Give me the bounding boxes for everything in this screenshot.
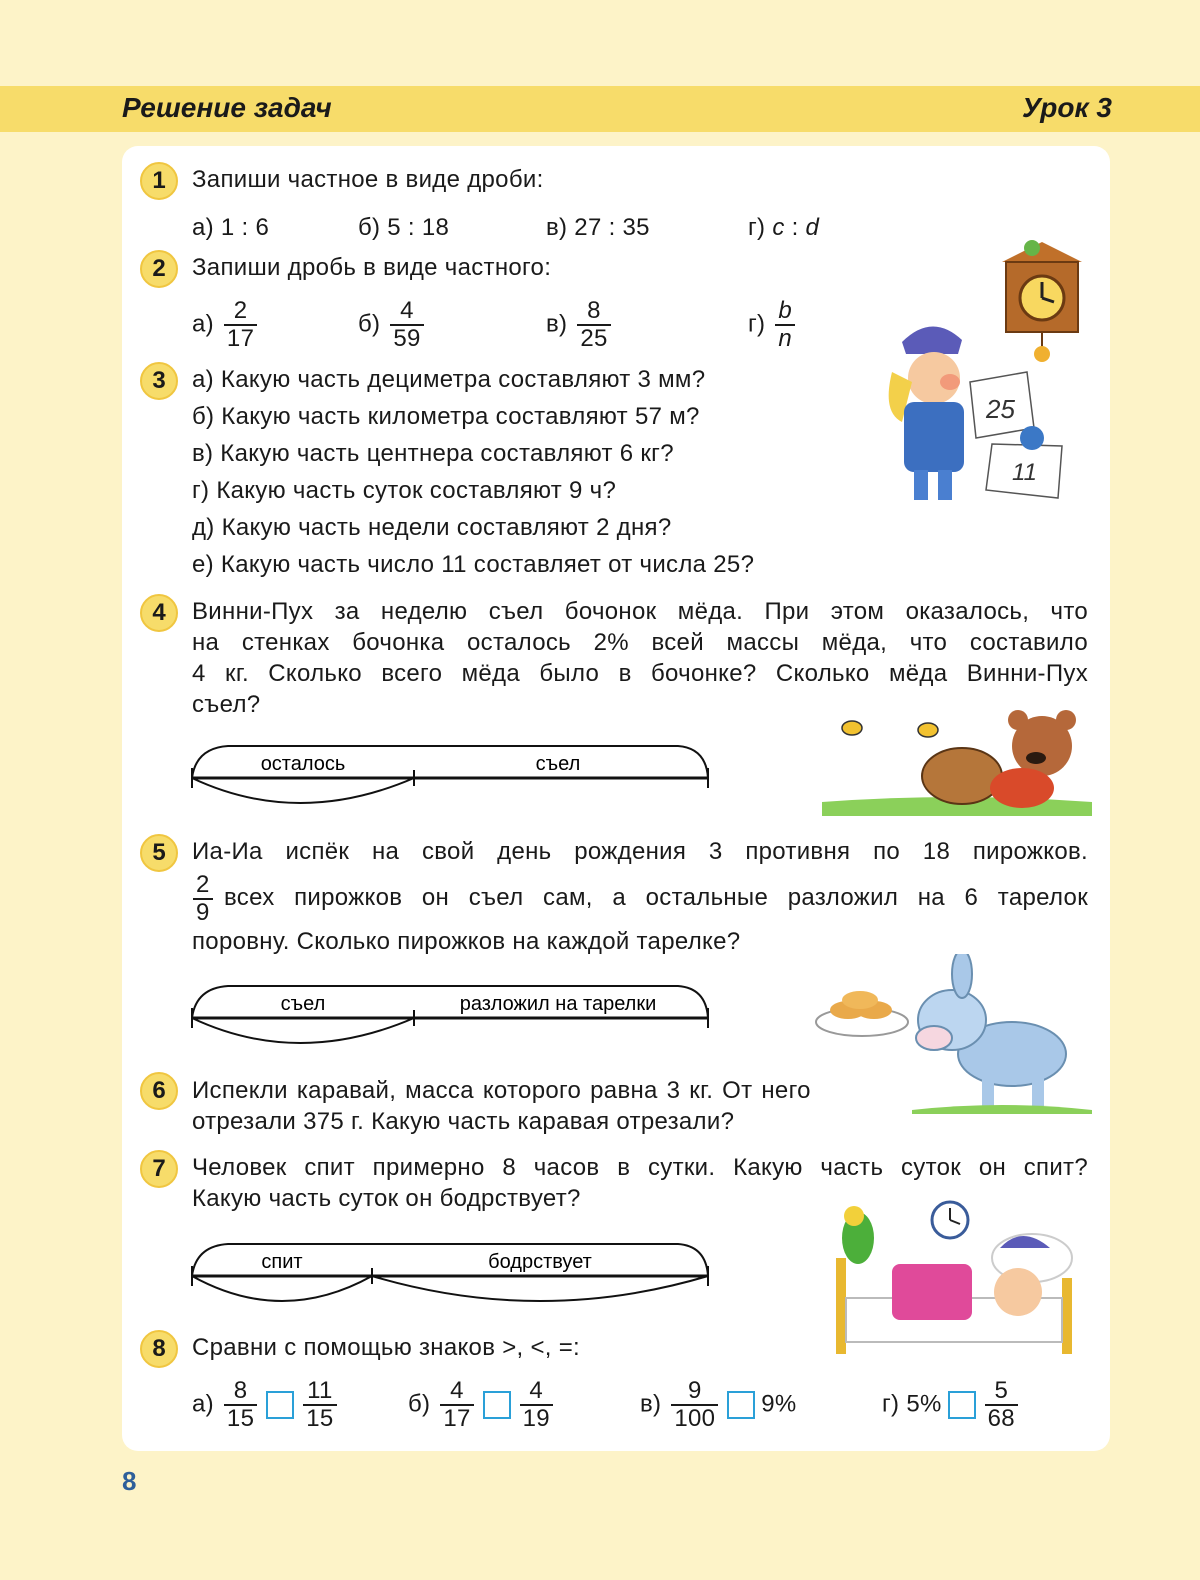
lesson-header bbox=[0, 86, 1200, 132]
parrot-icon bbox=[842, 1206, 874, 1264]
task-8-item-a: а) $\frac{8}{15}$ $\frac{11}{15}$ bbox=[192, 1378, 340, 1432]
wall-clock-icon bbox=[932, 1202, 968, 1238]
task-1-item-d: г) c : d bbox=[748, 214, 820, 241]
section-title: Решение задач bbox=[122, 92, 332, 123]
task-5-text-end: поровну. Сколько пирожков на каждой тарелке? bbox=[192, 928, 741, 955]
eeyore-illustration bbox=[812, 954, 1092, 1114]
segment-label-left: спит bbox=[261, 1251, 303, 1273]
task-4-text: Винни-Пух за неделю съел бочонок мёда. При этом оказалось, что на стенках бочонка осталось 2% всей массы мёда, что составило 4 кг. Сколько всего мёда было в бочонке? Сколько мёда Винни-Пух съел? bbox=[192, 598, 1088, 718]
task-3-line-a: а) Какую часть дециметра составляют 3 мм? bbox=[192, 366, 706, 393]
fraction: $\frac{4}{19}$ bbox=[520, 1378, 553, 1432]
paper-with-25-icon bbox=[970, 372, 1034, 438]
task-6-line-1: Испекли каравай, масса которого равна 3 кг. От него bbox=[192, 1077, 811, 1104]
task-7-text: Человек спит примерно 8 часов в сутки. Какую часть суток он спит? Какую часть суток он бодрствует? bbox=[192, 1154, 1088, 1212]
paper-25-label: 25 bbox=[986, 394, 1015, 424]
task-3-badge: 3 bbox=[140, 362, 178, 400]
honey-barrel-icon bbox=[922, 748, 1002, 804]
task-3-line-e: д) Какую часть недели составляют 2 дня? bbox=[192, 514, 672, 541]
segment-label-left: осталось bbox=[260, 753, 346, 775]
task-3-line-c: в) Какую часть центнера составляют 6 кг? bbox=[192, 440, 674, 467]
task-7-segment-diagram bbox=[188, 1234, 718, 1304]
segment-label-right: разложил на тарелки bbox=[459, 993, 657, 1015]
task-2-text: Запиши дробь в виде частного: bbox=[192, 254, 552, 281]
paper-with-11-icon bbox=[986, 426, 1062, 498]
donkey-icon bbox=[916, 954, 1066, 1108]
paper-11-label: 11 bbox=[1012, 459, 1037, 486]
pirate-character-icon bbox=[889, 326, 964, 500]
compare-answer-box[interactable] bbox=[948, 1391, 976, 1419]
task-2-item-c: в) $\frac{8}{25}$ bbox=[546, 298, 614, 352]
fraction: $\frac{4}{17}$ bbox=[440, 1378, 473, 1432]
task-1-item-c: в) 27 : 35 bbox=[546, 214, 650, 241]
bear-icon bbox=[990, 710, 1076, 808]
fraction: $\frac{2}{9}$ bbox=[193, 872, 213, 926]
fraction: $\frac{4}{59}$ bbox=[390, 298, 423, 352]
page-number: 8 bbox=[122, 1466, 137, 1496]
fraction: $\frac{b}{n}$ bbox=[775, 298, 795, 352]
segment-label-right: бодрствует bbox=[488, 1251, 592, 1273]
fraction: $\frac{8}{25}$ bbox=[577, 298, 610, 352]
fraction: $\frac{5}{68}$ bbox=[985, 1378, 1018, 1432]
sleeping-character-illustration bbox=[822, 1198, 1092, 1358]
task-4-segment-diagram bbox=[188, 736, 718, 806]
task-5-text-cont: всех пирожков он съел сам, а остальные разложил на 6 тарелок bbox=[224, 884, 1088, 911]
segment-label-right: съел bbox=[535, 753, 581, 775]
task-8-item-d: г) 5% $\frac{5}{68}$ bbox=[882, 1378, 1021, 1432]
compare-answer-box[interactable] bbox=[727, 1391, 755, 1419]
fraction: $\frac{8}{15}$ bbox=[224, 1378, 257, 1432]
pirate-with-clock-illustration bbox=[862, 232, 1102, 512]
compare-answer-box[interactable] bbox=[483, 1391, 511, 1419]
task-6-line-2: отрезали 375 г. Какую часть каравая отрезали? bbox=[192, 1108, 735, 1135]
fraction: $\frac{2}{17}$ bbox=[224, 298, 257, 352]
task-5-badge: 5 bbox=[140, 834, 178, 872]
task-8-text: Сравни с помощью знаков >, <, =: bbox=[192, 1334, 581, 1361]
task-8-badge: 8 bbox=[140, 1330, 178, 1368]
plate-of-pies-icon bbox=[816, 991, 908, 1036]
task-5-text: Иа-Иа испёк на свой день рождения 3 противня по 18 пирожков. bbox=[192, 838, 1088, 865]
fraction: $\frac{9}{100}$ bbox=[671, 1378, 718, 1432]
task-1-text: Запиши частное в виде дроби: bbox=[192, 166, 544, 193]
task-5-fraction bbox=[190, 872, 216, 926]
segment-label-left: съел bbox=[280, 993, 326, 1015]
task-1-item-b: б) 5 : 18 bbox=[358, 214, 450, 241]
task-4-badge: 4 bbox=[140, 594, 178, 632]
task-3-line-b: б) Какую часть километра составляют 57 м? bbox=[192, 403, 700, 430]
task-2-item-d: г) $\frac{b}{n}$ bbox=[748, 298, 798, 352]
task-1-item-a: а) 1 : 6 bbox=[192, 214, 270, 241]
task-2-item-b: б) $\frac{4}{59}$ bbox=[358, 298, 427, 352]
task-5-segment-diagram bbox=[188, 976, 718, 1046]
task-8-item-b: б) $\frac{4}{17}$ $\frac{4}{19}$ bbox=[408, 1378, 556, 1432]
task-1-badge: 1 bbox=[140, 162, 178, 200]
task-3-line-d: г) Какую часть суток составляют 9 ч? bbox=[192, 477, 617, 504]
task-3-line-f: е) Какую часть число 11 составляет от числа 25? bbox=[192, 551, 755, 578]
lesson-number: Урок 3 bbox=[1021, 92, 1112, 123]
fraction: $\frac{11}{15}$ bbox=[303, 1378, 336, 1432]
exercise-card bbox=[122, 146, 1110, 1451]
task-2-badge: 2 bbox=[140, 250, 178, 288]
task-7-badge: 7 bbox=[140, 1150, 178, 1188]
task-2-item-a: а) $\frac{2}{17}$ bbox=[192, 298, 260, 352]
task-6-badge: 6 bbox=[140, 1072, 178, 1110]
bee-icon bbox=[842, 721, 938, 737]
winnie-pooh-illustration bbox=[822, 706, 1092, 816]
compare-answer-box[interactable] bbox=[266, 1391, 294, 1419]
cuckoo-clock-icon bbox=[1002, 240, 1082, 362]
task-8-item-c: в) $\frac{9}{100}$ 9% bbox=[640, 1377, 797, 1432]
